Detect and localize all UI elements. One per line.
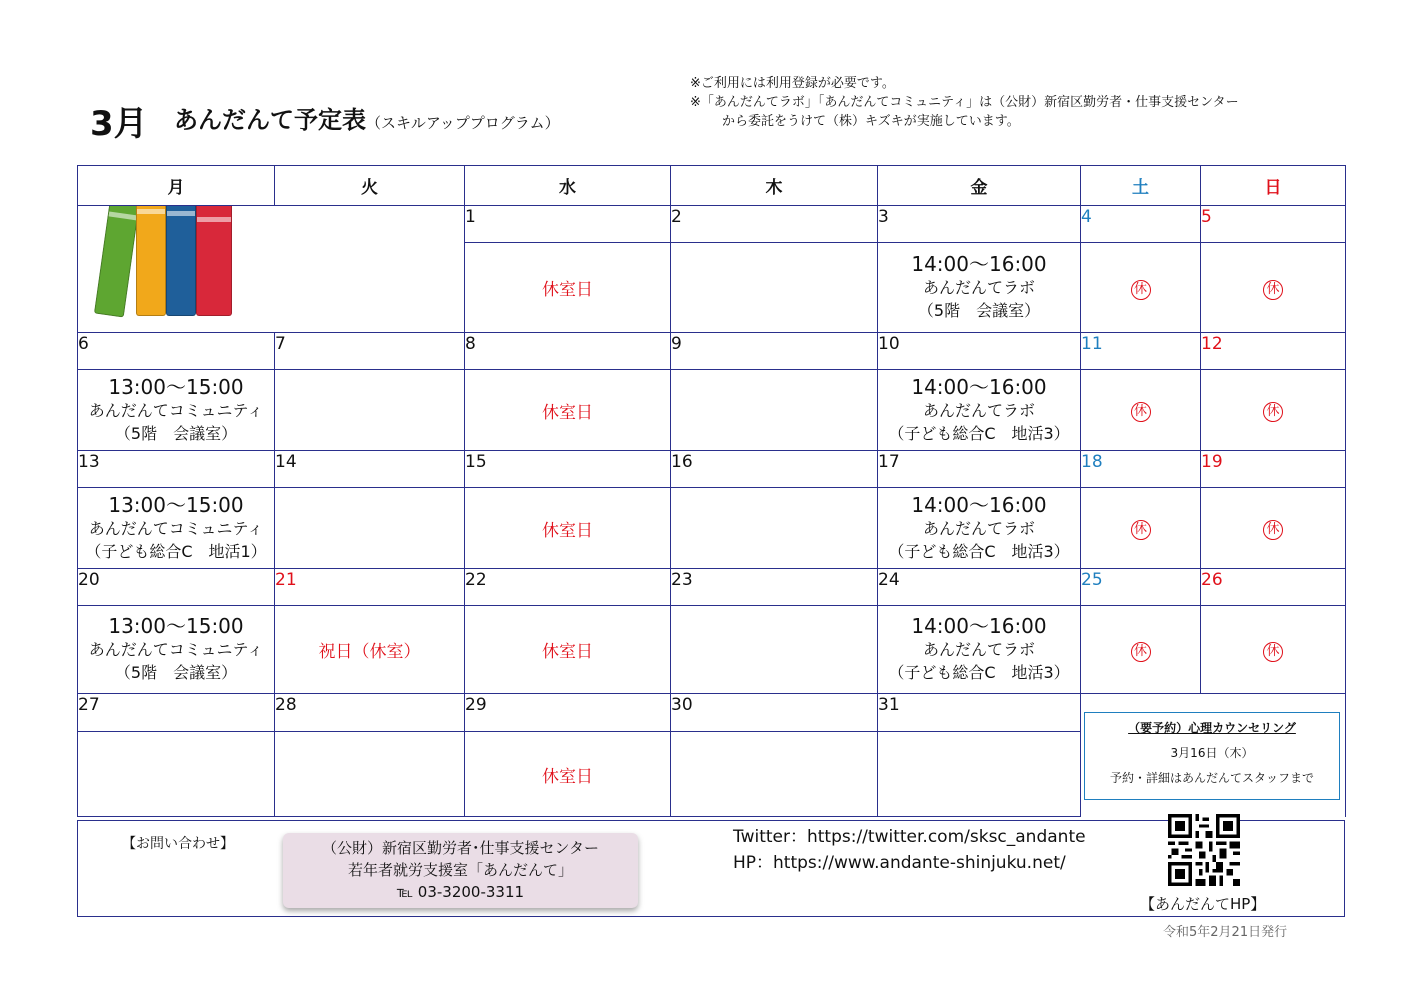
page-title [174,100,560,135]
closed-mark [1201,243,1346,333]
title-sub: （スキルアッププログラム） [366,114,560,132]
weekday-wed: 水 [465,166,671,206]
hp-link[interactable]: HP：https://www.andante-shinjuku.net/ [733,853,1066,873]
issue-date: 令和5年2月21日発行 [1163,925,1288,940]
event-title: あんだんてラボ [922,278,1035,297]
event-room: （5階 会議室） [114,663,238,682]
event-title: あんだんてコミュニティ [88,518,264,538]
holiday-label: 祝日（休室） [275,606,465,694]
event-room: （5階 会議室） [114,423,238,443]
weekday-sat: 土 [1081,166,1201,206]
date-9: 9 [671,333,878,370]
weekday-fri: 金 [878,166,1081,206]
kyu-icon: 休 [1131,520,1151,540]
date-29: 29 [465,694,671,732]
books-icon [78,206,464,330]
kyu-icon: 休 [1131,402,1151,422]
contact-box [283,833,638,908]
empty-cell [671,370,878,451]
event-time: 14:00〜16:00 [911,374,1047,399]
closed-day: 休室日 [465,488,671,569]
empty-cell [671,488,878,569]
closed-mark [1201,488,1346,569]
event-title: あんだんてコミュニティ [88,640,264,659]
closed-day: 休室日 [465,732,671,817]
contact-footer [77,820,1345,917]
counseling-title: （要予約）心理カウンセリング [1128,721,1296,735]
kyu-icon: 休 [1263,520,1283,540]
closed-mark [1201,606,1346,694]
month-label: 3月 [90,104,148,144]
counseling-date: 3月16日（木） [1170,746,1254,760]
weekday-thu: 木 [671,166,878,206]
date-12: 12 [1201,333,1346,370]
counseling-box [1084,712,1340,800]
event-lab [878,370,1081,451]
date-14: 14 [275,451,465,488]
date-2: 2 [671,206,878,243]
notes [690,74,1239,131]
date-19: 19 [1201,451,1346,488]
weekday-mon: 月 [78,166,275,206]
kyu-icon: 休 [1263,402,1283,422]
contact-label: 【お問い合わせ】 [122,836,234,852]
date-7: 7 [275,333,465,370]
twitter-link[interactable]: Twitter：https://twitter.com/sksc_andante [733,827,1086,847]
closed-day: 休室日 [465,243,671,333]
closed-mark [1201,370,1346,451]
date-13: 13 [78,451,275,488]
links [733,824,1086,876]
event-room: （子ども総合C 地活3） [888,663,1070,682]
date-3: 3 [878,206,1081,243]
date-25: 25 [1081,569,1201,606]
kyu-icon: 休 [1263,642,1283,662]
event-room: （5階 会議室） [917,301,1041,320]
date-18: 18 [1081,451,1201,488]
empty-cell [878,732,1081,817]
closed-day: 休室日 [465,370,671,451]
books-illustration-cell [78,206,465,333]
event-title: あんだんてコミュニティ [88,400,264,420]
note-line-2: ※「あんだんてラボ」「あんだんてコミュニティ」は（公財）新宿区勤労者・仕事支援センター [690,95,1239,110]
event-title: あんだんてラボ [922,640,1035,659]
empty-cell [78,732,275,817]
qr-label: 【あんだんてHP】 [1140,895,1266,913]
date-10: 10 [878,333,1081,370]
empty-cell [671,606,878,694]
event-title: あんだんてラボ [922,400,1035,420]
date-17: 17 [878,451,1081,488]
event-lab [878,488,1081,569]
empty-cell [275,732,465,817]
closed-mark [1081,488,1201,569]
kyu-icon: 休 [1131,280,1151,300]
date-31: 31 [878,694,1081,732]
date-16: 16 [671,451,878,488]
empty-cell [275,488,465,569]
event-lab [878,243,1081,333]
counseling-note: 予約・詳細はあんだんてスタッフまで [1109,771,1314,785]
date-28: 28 [275,694,465,732]
empty-cell [671,732,878,817]
title-main: あんだんて予定表 [174,106,366,134]
event-community [78,488,275,569]
date-24: 24 [878,569,1081,606]
date-26: 26 [1201,569,1346,606]
date-8: 8 [465,333,671,370]
event-lab [878,606,1081,694]
date-11: 11 [1081,333,1201,370]
event-time: 13:00〜15:00 [108,374,244,399]
date-21: 21 [275,569,465,606]
date-5: 5 [1201,206,1346,243]
org-name: （公財）新宿区勤労者･仕事支援センター [322,839,599,857]
event-time: 13:00〜15:00 [108,614,244,638]
date-30: 30 [671,694,878,732]
event-room: （子ども総合C 地活3） [888,423,1070,443]
event-time: 14:00〜16:00 [911,492,1047,517]
note-line-3: から委託をうけて（株）キズキが実施しています。 [722,114,1020,129]
phone-number: ℡ 03-3200-3311 [396,883,525,901]
closed-mark [1081,243,1201,333]
kyu-icon: 休 [1263,280,1283,300]
date-22: 22 [465,569,671,606]
closed-day: 休室日 [465,606,671,694]
kyu-icon: 休 [1131,642,1151,662]
date-20: 20 [78,569,275,606]
event-room: （子ども総合C 地活3） [888,541,1070,561]
event-title: あんだんてラボ [922,518,1035,538]
event-time: 14:00〜16:00 [911,252,1047,276]
event-community [78,606,275,694]
qr-code-icon[interactable] [1168,814,1240,886]
empty-cell [671,243,878,333]
date-23: 23 [671,569,878,606]
date-15: 15 [465,451,671,488]
date-4: 4 [1081,206,1201,243]
closed-mark [1081,370,1201,451]
date-6: 6 [78,333,275,370]
event-community [78,370,275,451]
event-time: 13:00〜15:00 [108,492,244,517]
note-line-1: ※ご利用には利用登録が必要です。 [690,76,895,91]
empty-cell [275,370,465,451]
date-1: 1 [465,206,671,243]
date-27: 27 [78,694,275,732]
event-room: （子ども総合C 地活1） [85,541,267,561]
event-time: 14:00〜16:00 [911,614,1047,638]
weekday-tue: 火 [275,166,465,206]
office-name: 若年者就労支援室「あんだんて」 [347,861,573,879]
closed-mark [1081,606,1201,694]
weekday-sun: 日 [1201,166,1346,206]
